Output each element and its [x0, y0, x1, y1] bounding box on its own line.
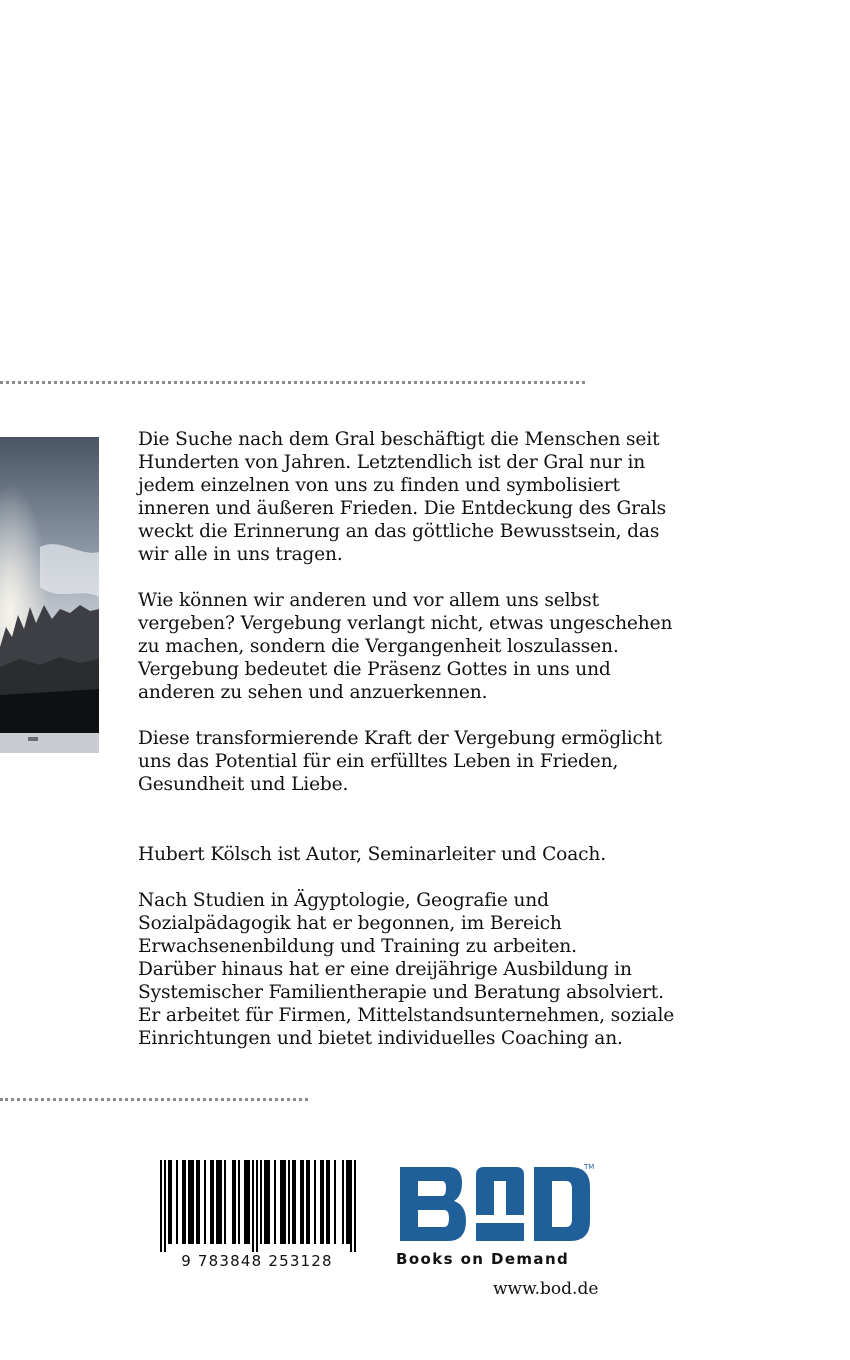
barcode-bar — [334, 1160, 336, 1244]
barcode-bar — [196, 1160, 198, 1244]
back-cover-text — [138, 428, 698, 1050]
barcode-bar — [354, 1160, 356, 1252]
barcode-bar — [246, 1160, 248, 1244]
barcode-bar — [160, 1160, 162, 1252]
barcode-bar — [204, 1160, 206, 1244]
barcode-bar — [252, 1160, 254, 1252]
barcode-bar — [292, 1160, 294, 1244]
barcode-bar — [238, 1160, 240, 1244]
mountain-photo — [0, 437, 99, 753]
barcode-bar — [210, 1160, 212, 1244]
barcode-bar — [284, 1160, 286, 1244]
barcode-bar — [220, 1160, 222, 1244]
barcode-bar — [244, 1160, 246, 1244]
barcode-bar — [176, 1160, 178, 1244]
author-bio: Nach Studien in Ägyptologie, Geografie und Sozialpädagogik hat er begonnen, im Bereich Erwachsenenbildung und Training zu arbeiten. Darüber hinaus hat er eine dreijährige Ausbildung in Systemischer Familientherapie und Beratung absolviert. Er arbeitet für Firmen, Mittelstandsunternehmen, soziale Einrichtungen und bietet individuelles Coaching an. — [138, 890, 675, 1049]
barcode-bar — [184, 1160, 186, 1244]
author-intro: Hubert Kölsch ist Autor, Seminarleiter und Coach. — [138, 844, 607, 865]
barcode-bar — [268, 1160, 270, 1244]
barcode-bar — [322, 1160, 324, 1244]
barcode-bar — [346, 1160, 348, 1244]
barcode-bar — [256, 1160, 258, 1252]
barcode-bar — [234, 1160, 236, 1244]
barcode-bar — [168, 1160, 170, 1244]
dotted-divider-bottom — [0, 1098, 308, 1101]
barcode-bar — [182, 1160, 184, 1244]
barcode-bar — [314, 1160, 316, 1244]
barcode-bar — [300, 1160, 302, 1244]
barcode-bar — [302, 1160, 304, 1244]
blurb-paragraph-2: Wie können wir anderen und vor allem uns selbst vergeben? Vergebung verlangt nicht, etwas ungeschehen zu machen, sondern die Vergangenheit loszulassen. Vergebung bedeutet die Präsenz Gottes in uns und anderen zu sehen und anzuerkennen. — [138, 590, 673, 703]
barcode-bar — [264, 1160, 266, 1244]
barcode-bar — [320, 1160, 322, 1244]
trademark-mark: TM — [584, 1163, 595, 1171]
barcode-bar — [280, 1160, 282, 1244]
barcode-bar — [348, 1160, 350, 1244]
blurb-paragraph-3: Diese transformierende Kraft der Vergebung ermöglicht uns das Potential für ein erfülltes Leben in Frieden, Gesundheit und Liebe. — [138, 728, 662, 795]
barcode-bar — [342, 1160, 344, 1244]
barcode-bar — [328, 1160, 330, 1244]
barcode-bar — [218, 1160, 220, 1244]
barcode-bar — [224, 1160, 226, 1244]
barcode-bar — [192, 1160, 194, 1244]
barcode-bar — [308, 1160, 310, 1244]
barcode-bar — [282, 1160, 284, 1244]
barcode-bar — [266, 1160, 268, 1244]
barcode-bar — [274, 1160, 276, 1244]
barcode-bar — [288, 1160, 290, 1244]
barcode-bar — [294, 1160, 296, 1244]
publisher-url[interactable]: www.bod.de — [493, 1279, 599, 1299]
barcode-bar — [326, 1160, 328, 1244]
barcode-bar — [350, 1160, 352, 1252]
barcode-bar — [232, 1160, 234, 1244]
barcode-bar — [190, 1160, 192, 1244]
barcode-bar — [248, 1160, 250, 1244]
dotted-divider-top — [0, 381, 585, 384]
barcode-bar — [212, 1160, 214, 1244]
barcode-bar — [260, 1160, 262, 1244]
blurb-paragraph-1: Die Suche nach dem Gral beschäftigt die Menschen seit Hunderten von Jahren. Letztendlich ist der Gral nur in jedem einzelnen von uns zu finden und symbolisiert inneren und äußeren Frieden. Die Entdeckung des Grals weckt die Erinnerung an das göttliche Bewusstsein, das wir alle in uns tragen. — [138, 429, 667, 565]
barcode-bar — [216, 1160, 218, 1244]
barcode-bar — [170, 1160, 172, 1244]
barcode-bar — [164, 1160, 166, 1252]
publisher-tagline: Books on Demand — [396, 1250, 570, 1268]
barcode-bar — [198, 1160, 200, 1244]
barcode-bar — [188, 1160, 190, 1244]
isbn-number: 9 783848 253128 — [181, 1252, 333, 1270]
barcode-bar — [306, 1160, 308, 1244]
